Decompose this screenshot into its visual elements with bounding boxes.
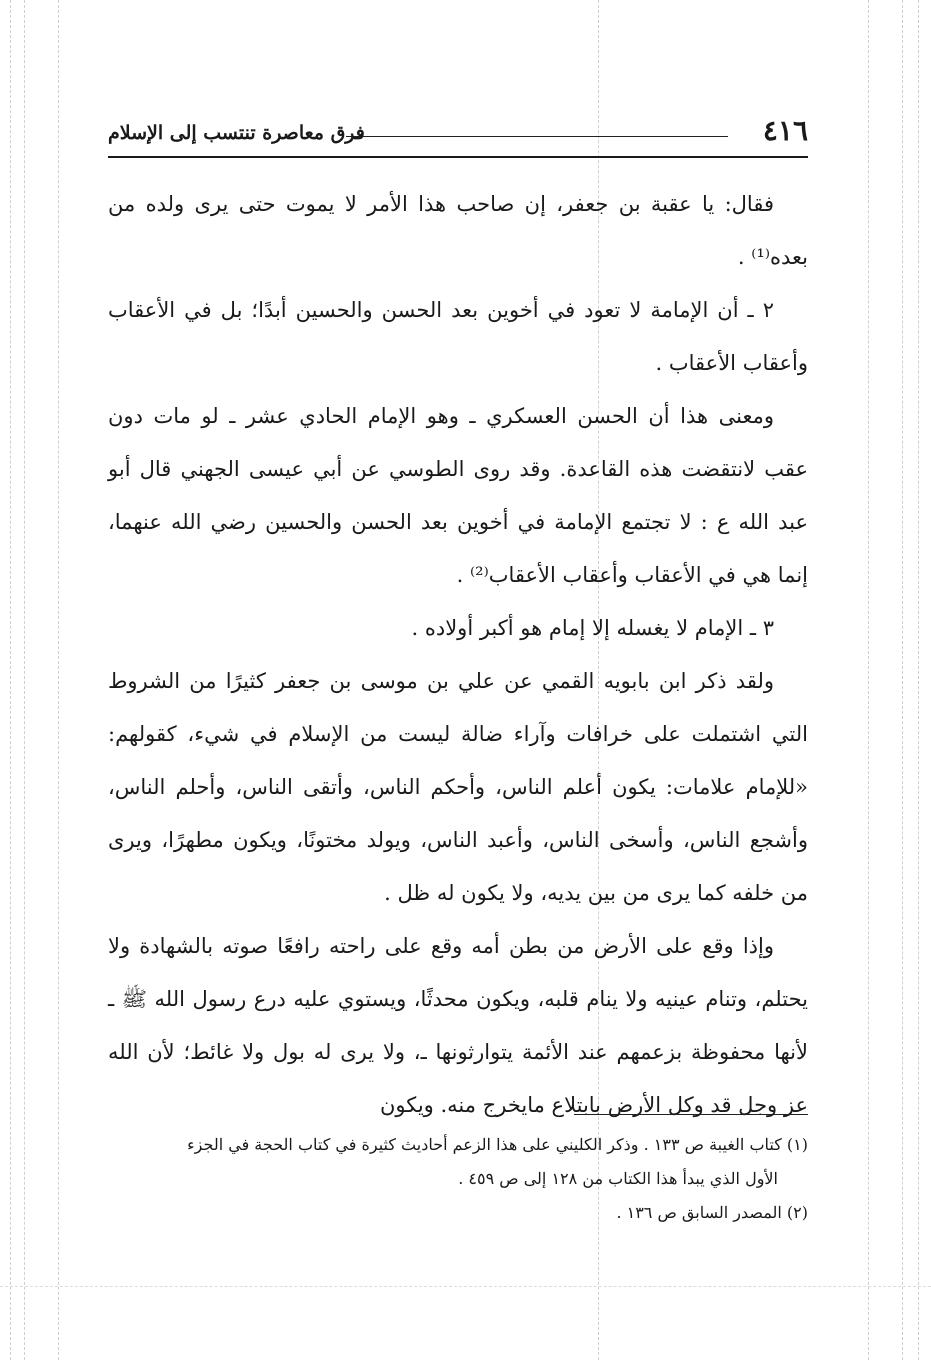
paragraph: ولقد ذكر ابن بابويه القمي عن علي بن موسى بن جعفر كثيرًا من الشروط التي اشتملت على خرافات وآراء ضالة ليست من الإسلام في شيء، كقولهم: «للإمام علامات: يكون أعلم الناس، وأحكم الناس، وأتقى الناس، وأحلم الناس، وأشجع الناس، وأسخى الناس، وأعبد الناس، ويولد مختونًا، ويكون مطهرًا، ويرى من خلفه كما يرى من بين يديه، ولا يكون له ظل . — [108, 669, 808, 905]
paragraph: ٢ ـ أن الإمامة لا تعود في أخوين بعد الحسن والحسين أبدًا؛ بل في الأعقاب وأعقاب الأعقاب . — [108, 298, 808, 375]
page-header — [108, 114, 808, 154]
footnotes — [108, 1128, 808, 1230]
body-text — [108, 178, 808, 1132]
header-dash — [346, 136, 728, 137]
paragraph: وإذا وقع على الأرض من بطن أمه وقع على راحته رافعًا صوته بالشهادة ولا يحتلم، وتنام عينيه ولا ينام قلبه، ويكون محدثًا، ويستوي عليه درع رسول الله ﷺ ـ لأنها محفوظة بزعمهم عند الأئمة يتوارثونها ـ، ولا يرى له بول ولا غائط؛ لأن الله عز وجل قد وكل الأرض بابتلاع مايخرج منه. ويكون — [108, 934, 808, 1117]
footnote-1-continuation: الأول الذي يبدأ هذا الكتاب من ١٢٨ إلى ص ٤٥٩ . — [458, 1169, 778, 1188]
scan-guide-line — [58, 0, 59, 1360]
footnote-rule — [574, 1114, 808, 1115]
header-rule — [108, 156, 808, 158]
running-title: فرق معاصرة تنتسب إلى الإسلام — [108, 122, 365, 144]
paragraph: فقال: يا عقبة بن جعفر، إن صاحب هذا الأمر لا يموت حتى يرى ولده من بعده⁽¹⁾ . — [108, 192, 808, 269]
scan-guide-line — [24, 0, 25, 1360]
scan-guide-line — [0, 1286, 931, 1287]
scan-guide-line — [10, 0, 11, 1360]
footnote-1: (١) كتاب الغيبة ص ١٣٣ . وذكر الكليني على هذا الزعم أحاديث كثيرة في كتاب الحجة في الجزء — [187, 1135, 808, 1154]
footnote-2: (٢) المصدر السابق ص ١٣٦ . — [616, 1203, 808, 1222]
page-number: ٤١٦ — [762, 114, 808, 147]
scan-guide-line — [902, 0, 903, 1360]
paragraph: ٣ ـ الإمام لا يغسله إلا إمام هو أكبر أولاده . — [411, 616, 774, 640]
scan-guide-line — [918, 0, 919, 1360]
scan-guide-line — [868, 0, 869, 1360]
paragraph: ومعنى هذا أن الحسن العسكري ـ وهو الإمام الحادي عشر ـ لو مات دون عقب لانتقضت هذه القاعدة. وقد روى الطوسي عن أبي عيسى الجهني قال أبو عبد الله ع : لا تجتمع الإمامة في أخوين بعد الحسن والحسين رضي الله عنهما، إنما هي في الأعقاب وأعقاب الأعقاب⁽²⁾ . — [108, 404, 808, 587]
